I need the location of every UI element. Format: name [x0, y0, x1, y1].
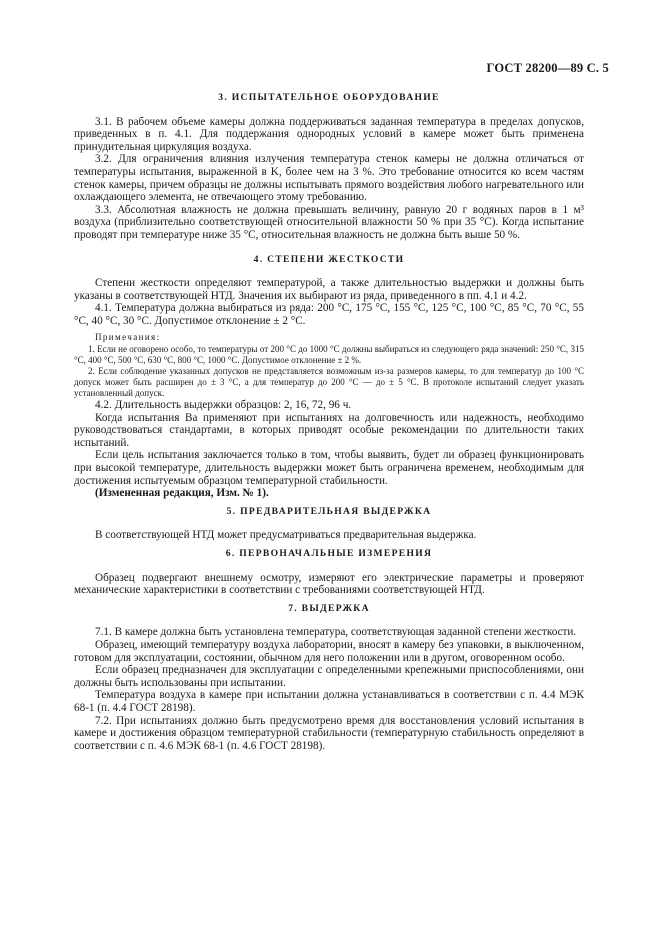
- page-header-doc-ref: ГОСТ 28200—89 С. 5: [486, 61, 609, 75]
- paragraph-6: Образец подвергают внешнему осмотру, измеряют его электрические параметры и проверяют механические характеристики в соответствии с требованиями соответствующей НТД.: [74, 571, 584, 597]
- section-5-title: 5. ПРЕДВАРИТЕЛЬНАЯ ВЫДЕРЖКА: [226, 505, 432, 517]
- paragraph-7-2: 7.2. При испытаниях должно быть предусмотрено время для восстановления условий испытания в камере и достижения образцом температурной стабильности (температурную стабильность определяют в соответствии с п. 4.6 МЭК 68-1 (п. 4.6 ГОСТ 28198).: [74, 714, 584, 752]
- paragraph-4-2-functional: Если цель испытания заключается только в том, чтобы выявить, будет ли образец функционировать при высокой температуре, длительность выдержки может быть ограничена временем, необходимым для достижения испытуемым образцом температурной стабильности.: [74, 449, 584, 487]
- paragraph-7-1-sample: Образец, имеющий температуру воздуха лаборатории, вносят в камеру без упаковки, в выключенном, готовом для эксплуатации, состоянии, обычном для него положении или в другом, оговоренном особо.: [74, 639, 584, 664]
- paragraph-3-3: 3.3. Абсолютная влажность не должна превышать величину, равную 20 г водяных паров в 1 м³ воздуха (приблизительно соответствующей относительной влажности 50 % при 35 °С). Когда испытание проводят при температуре ниже 35 °С, относительная влажность не должна быть выше 50 %.: [74, 203, 584, 241]
- paragraph-7-1: 7.1. В камере должна быть установлена температура, соответствующая заданной степени жесткости.: [95, 626, 577, 639]
- section-7-title: 7. ВЫДЕРЖКА: [288, 602, 370, 614]
- section-4-title: 4. СТЕПЕНИ ЖЕСТКОСТИ: [253, 253, 405, 265]
- paragraph-3-2: 3.2. Для ограничения влияния излучения температура стенок камеры не должна отличаться от температуры испытания, выраженной в K, более чем на 3 %. Это требование относится ко всем частям стенок камеры, причем образцы не должны испытывать прямого воздействия любого нагревательного или охлаждающего элемента, не отвечающего этому требованию.: [74, 153, 584, 204]
- paragraph-4-2: 4.2. Длительность выдержки образцов: 2, 16, 72, 96 ч.: [95, 399, 352, 412]
- note-2: 2. Если соблюдение указанных допусков не представляется возможным из-за размеров камеры, то для температур до 100 °С допуск может быть расширен до ± 3 °С, а для температур до 200 °С — до ± 5 °С. В протоколе испытаний следует указать установленный допуск.: [74, 366, 584, 399]
- document-body: [74, 92, 584, 752]
- paragraph-3-1: 3.1. В рабочем объеме камеры должна поддерживаться заданная температура в пределах допусков, приведенных в п. 4.1. Для поддержания однородных условий в камере может быть применена принудительная циркуляция воздуха.: [74, 115, 584, 153]
- section-6-title: 6. ПЕРВОНАЧАЛЬНЫЕ ИЗМЕРЕНИЯ: [225, 548, 433, 560]
- paragraph-5: В соответствующей НТД может предусматриваться предварительная выдержка.: [95, 529, 477, 542]
- notes-label: Примечания:: [95, 331, 161, 342]
- paragraph-4-2-durability: Когда испытания Ва применяют при испытаниях на долговечность или надежность, необходимо руководствоваться стандартами, в которых приводят особые рекомендации по длительности таких испытаний.: [74, 411, 584, 449]
- paragraph-7-1-air-temp: Температура воздуха в камере при испытании должна устанавливаться в соответствии с п. 4.4 МЭК 68-1 (п. 4.4 ГОСТ 28198).: [74, 689, 584, 714]
- paragraph-4-intro: Степени жесткости определяют температурой, а также длительностью выдержки и должны быть указаны в соответствующей НТД. Значения их выбирают из ряда, приведенного в пп. 4.1 и 4.2.: [74, 277, 584, 302]
- note-1: 1. Если не оговорено особо, то температуры от 200 °С до 1000 °С должны выбираться из следующего ряда значений: 250 °С, 315 °С, 400 °С, 500 °С, 630 °С, 800 °С, 1000 °С. Допустимое отклонение ± 2 %.: [74, 344, 584, 366]
- amendment-note: (Измененная редакция, Изм. № 1).: [95, 487, 269, 500]
- section-3-title: 3. ИСПЫТАТЕЛЬНОЕ ОБОРУДОВАНИЕ: [218, 92, 440, 103]
- paragraph-4-1: 4.1. Температура должна выбираться из ряда: 200 °С, 175 °С, 155 °С, 125 °С, 100 °С, 85 °С, 70 °С, 55 °С, 40 °С, 30 °С. Допустимое отклонение ± 2 °С.: [74, 302, 584, 327]
- paragraph-7-1-fixtures: Если образец предназначен для эксплуатации с определенными крепежными приспособлениями, они должны быть использованы при испытании.: [74, 664, 584, 689]
